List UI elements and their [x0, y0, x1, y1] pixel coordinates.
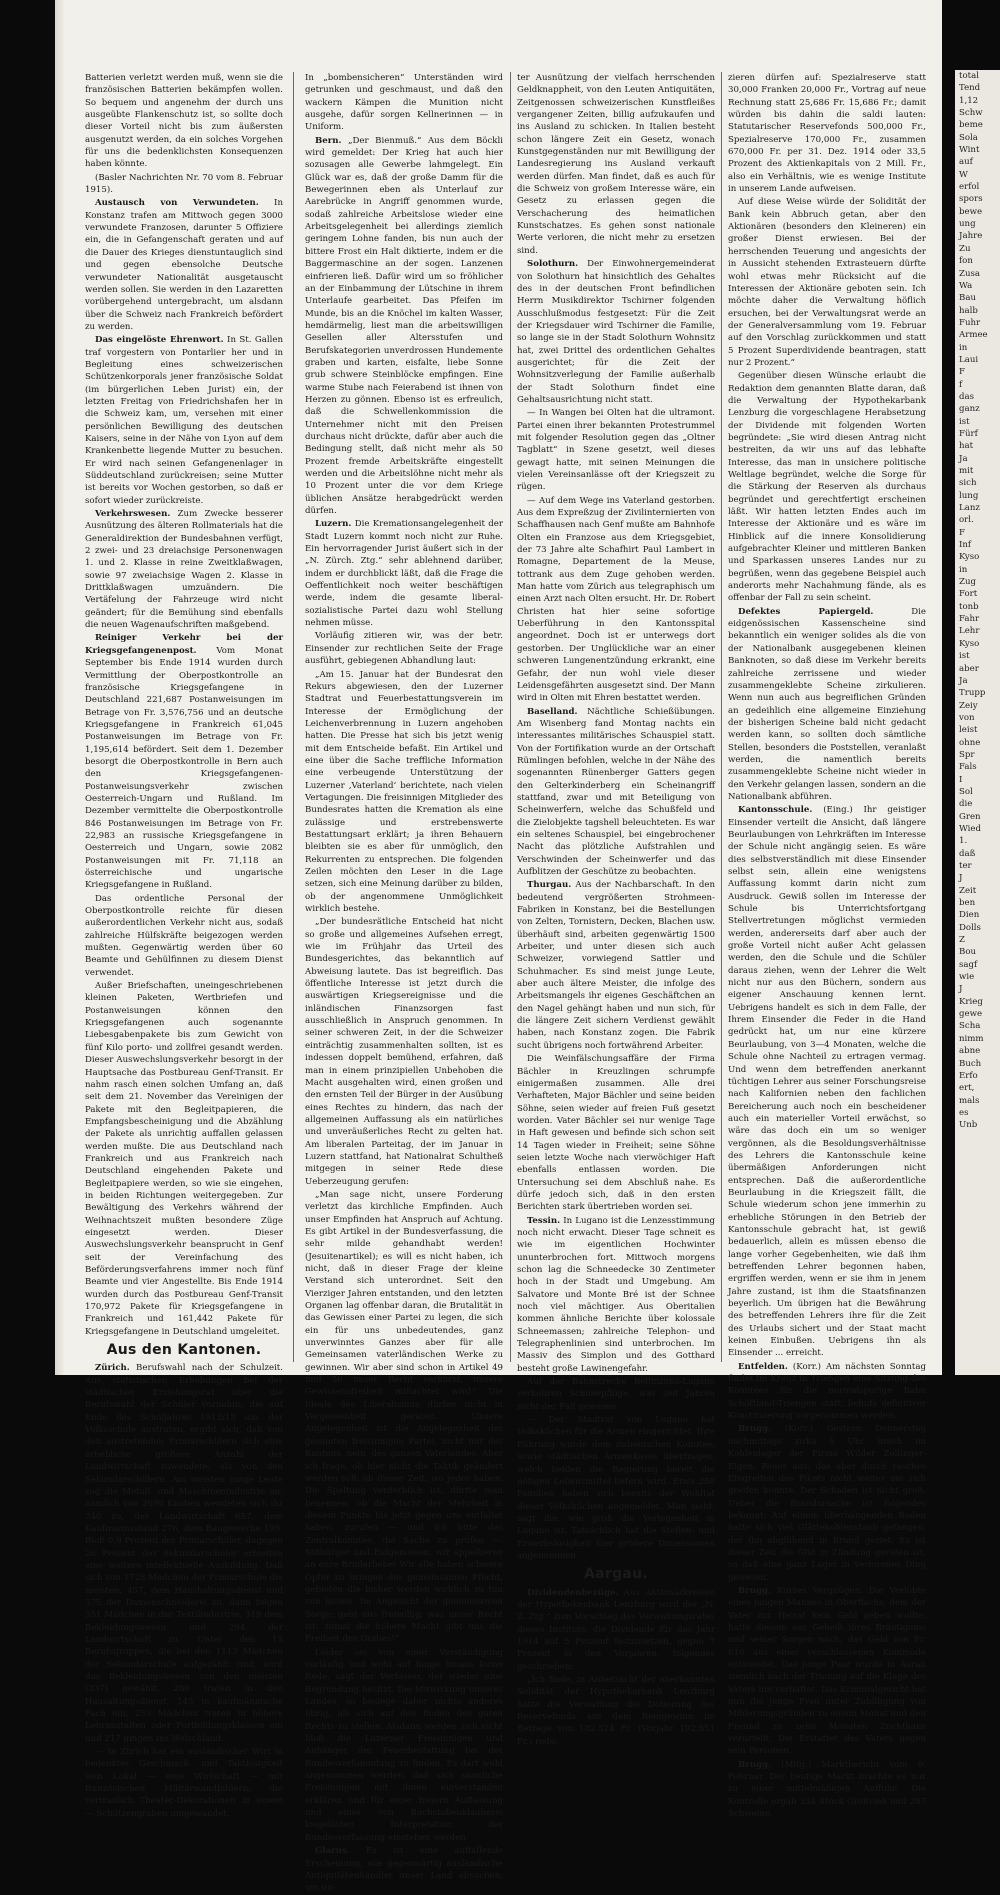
article-paragraph — [85, 197, 283, 333]
adjacent-page-line: bewe — [959, 206, 983, 217]
adjacent-page-line: Z — [959, 935, 965, 946]
adjacent-page-line: ter — [959, 861, 972, 871]
article-paragraph — [517, 1376, 715, 1413]
adjacent-page-line: hat — [959, 441, 974, 452]
article-paragraph — [517, 1414, 715, 1562]
adjacent-page-line: Wied — [959, 823, 982, 834]
article-keyword: Reiniger Verkehr bei der Kriegsgefangenenpost. — [85, 633, 283, 656]
article-paragraph — [728, 1423, 926, 1583]
article-paragraph — [728, 196, 926, 369]
article-text: Batterien verletzt werden muß, wenn sie die französischen Batterien bekämpfen wollen. So bequem und angenehm der durch uns ausgeübte Flankenschutz ist, so sollte doch dieser Vorteil nicht bis zum äußersten ausgenutzt werden, da ein solches Vorgehen für uns die bedenklichsten Konsequenzen haben könnte. — [85, 73, 283, 170]
article-keyword: Luzern. — [315, 519, 352, 530]
adjacent-page-line: in — [959, 342, 968, 353]
adjacent-page-line: Wa — [959, 280, 973, 291]
article-text: Die eidgenössischen Kassenscheine sind bekanntlich ein weniger solides als die von der Nationalbank ausgegebenen kleinen Banknoten, so daß diese im Verkehr bereits zahlreiche zerrissene und wieder zusammengeklebte Scheine zirkulieren. Wenn nun auch aus begreiflichen Gründen an gedeihlich eine allgemeine Einziehung der bisherigen Scheine bald nicht gedacht werden kann, so sollten doch sämtliche Stellen, besonders die Poststellen, veranlaßt werden, die namentlich bereits zusammengeklebte Scheine nicht wieder in den Verkehr gelangen lassen, sondern an die Nationalbank abführen. — [728, 606, 926, 802]
adjacent-page-line: Fürf — [959, 428, 978, 439]
article-paragraph — [85, 1746, 283, 1820]
article-text: ter Ausnützung der vielfach herrschenden Geldknappheit, von den Leuten Antiquitäten, Zeitgenossen schweizerischen Kunstfleißes vergangener Zeiten, billig aufzukaufen und ins Ausland zu schicken. In Italien besteht schon längere Zeit ein Gesetz, wonach Kunstgegenständen nur mit Bewilligung der Landesregierung ins Ausland verkauft werden dürfen. Man findet, daß es auch für die Schweiz von großem Interesse wäre, ein Gesetz zu erlassen gegen die Verschacherung des heimatlichen Kunstschatzes. Es gehen sonst nationale Werte verloren, die nicht mehr zu ersetzen sind. — [517, 73, 715, 256]
article-keyword: Brugg. — [738, 1759, 772, 1770]
article-keyword: Solothurn. — [527, 259, 579, 270]
article-text: In „bombensicheren“ Unterständen wird getrunken und geschmaust, und daß den wackern Kämpen die Munition nicht ausgehe, dafür sorgen Kellnerinnen — in Uniform. — [305, 73, 503, 133]
section-heading: Aus den Kantonen. — [106, 1342, 262, 1359]
adjacent-page-line: Lanz — [959, 503, 980, 514]
article-text: Kurzes Vergnügen. Die Verlobte eines jungen Mannes in Oberflachs, dem der Vater zur Heirat kein Geld geben wollte, hatte diesem aus Geheiß ihres Bräutigams und seiner Sorgen nach, das Geld von Fr. 610 aus einer verschlossenen Kommode entwendet. Das junge Paar wurde in Aarau ziemlich nach der Trauung auf die Klage des Vaters hin verhaftet. Das Kriminalgericht hat nun die junge Frau unter Zubilligung von Milderungsgründen zu einem Monat und den Freund zu zehn Monaten Zuchthaus verurteilt. Die Erstattet des Vaters gegen sein Personen. — [728, 1585, 926, 1757]
article-paragraph — [517, 258, 715, 406]
adjacent-page-line: Dien — [959, 910, 980, 921]
adjacent-page-line: F — [959, 527, 965, 538]
adjacent-page-line: F — [959, 367, 965, 378]
adjacent-page-line: ert, — [959, 1083, 975, 1094]
column-2 — [305, 72, 503, 1894]
adjacent-page-line: Scha — [959, 1021, 981, 1032]
article-text: Leider sei von einer Verständigung vorläufig und wohl auf lange hinaus keine Rede, sagt der Verfasser, der wieder eine Begründung besitzt. Die Mitwirkung unseres Landes, so besiege daher nichts anderes übrig, als sich auf den Boden des guten Rechts zu stellen. Alsdann werden sich nicht bloß die Luzerner Freisinnigen und Anhänger der Feuerbestattung bei der Bundesverfammlung zu finden. Es darf wohl angenommen werden, daß sich sämtliche Freisinnigen mit ihnen einverstanden erklären und für einer freiern Auffassung und einer von Buchstabenklauberei losgelösten Interpretation der Bundesverfassung einstehen werden. — [305, 1647, 503, 1843]
article-text: — Auf dem Wege ins Vaterland gestorben. Aus dem Expreßzug der Zivilinternierten von Schaffhausen nach Genf mußte am Bahnhofe Olten ein Franzose aus dem Kriegsgebiet, der 73 Jahre alte Schafhirt Paul Lambert in Romagne, Departement de la Meuse, tottrank aus dem Zuge gehoben werden. Man hatte vom Zürich aus telegraphisch um einen Arzt nach Olten ersucht. Hr. Dr. Robert Christen hat hier seine sofortige Ueberführung in den Kantonsspital angeordnet. Doch ist er unterwegs dort gestorben. Der Unglückliche war an einer schweren Lungenentzündung erkrankt, eine Gefahr, der nun wohl viele dieser Leidensgefährten ausgesetzt sind. Der Mann wird in Olten mit Ehren bestattet werden. — [517, 495, 715, 704]
adjacent-page-line: Lehr — [959, 626, 980, 637]
article-paragraph — [85, 72, 283, 171]
article-paragraph — [305, 1189, 503, 1646]
adjacent-page-line: Fals — [959, 762, 977, 773]
adjacent-page-line: 1. — [959, 836, 968, 847]
adjacent-page-line: tonb — [959, 601, 979, 612]
article-text: „Der Bienmuß.“ Aus dem Böckli wird gemeldet: Der Krieg hat auch hier sozusagen alle Gewerbe lahmgelegt. Ein Glück war es, daß der große Damm für die Bewegerinnen eben als Unterlauf zur Aarebrücke in Angriff genommen wurde, sodaß zahlreiche Arbeitslose wieder eine Arbeitsgelegenheit bei allerdings ziemlich geringem Lohne fanden, bis nun auch der bittere Frost ein Halt diktierte, indem er die Baggermaschine an der sogen. Lanzenen einfrieren ließ. Dafür wird um so fröhlicher an der Einbammung der Lütschine in ihrem Unterlaufe gearbeitet. Das Pfeifen im Munde, bis an die Knöchel im kalten Wasser, hemdärmelig, liest man die arbeitswilligen Gesellen aller Altersstufen und Berufskategorien unverdrossen Hundemente graben und karten, eisfalte, liebe Sonne grub schwere Steinblöcke empfingen. Eine warme Stube nach Feierabend ist ihnen von Herzen zu gönnen. Ebenso ist es erfreulich, daß die Schwellenkommission die Unternehmer nicht mit den Preisen durchaus nicht drückte, dafür aber auch die Bedingung stellt, daß nicht mehr als 50 Prozent fremde Arbeitskräfte eingestellt werden und die Arbeitslöhne nicht mehr als 10 Prozent unter die vor dem Kriege üblichen Ansätze herabgedrückt werden dürfen. — [305, 135, 503, 517]
article-text: zieren dürfen auf: Spezialreserve statt 30,000 Franken 20,000 Fr., Vortrag auf neue Rechnung statt 25,686 Fr. 15,686 Fr.; damit würden bis dahin die saldi lauten: Statutarischer Reservefonds 500,000 Fr., Spezialreserve 170,000 Fr., zusammen 670,000 Fr. per 31. Dez. 1914 oder 33,5 Prozent des Aktienkapitals von 2 Mill. Fr., also ein Verhältnis, wie es wenige Institute in unserem Lande aufweisen. — [728, 73, 926, 195]
adjacent-page-line: beme — [959, 120, 983, 131]
adjacent-page-line: 1,12 — [959, 95, 979, 106]
article-text: — In Zürich hat ein ausländischer Wirt in bedenkter Geschmack- und Taktlosigkeit sein Lokal — eine Wirtschaft — mit französischen Militärwandbildern, die vertraulich Theater-Dekorationen in einem — Schützengraben umgewandet. — [85, 1747, 283, 1819]
article-keyword: Austausch von Verwundeten. — [95, 198, 259, 209]
adjacent-page-line: ganz — [959, 404, 980, 415]
article-text: Das ordentliche Personal der Oberpostkontrolle reichte für diesen außerordentlichen Verkehr nicht aus, sodaß zahlreiche Hülfskräfte beigezogen werden mußten. Gegenwärtig werden über 60 Beamte und Gehülfinnen zu diesem Dienst verwendet. — [85, 893, 283, 978]
adjacent-page-line: mals — [959, 1095, 980, 1106]
article-text: „Der bundesrätliche Entscheid hat nicht so große und allgemeines Aufsehen erregt, wie im Frühjahr das Urteil des Bundesgerichtes, das bekanntlich auf Abweisung lautete. Das ist begreiflich. Das öffentliche Interesse ist jetzt durch die auswärtigen Kriegsereignisse und die inländischen Finanzsorgen fast ausschließlich in Anspruch genommen. In seiner schweren Zeit, in der die Schweizer einträchtig zusammenhalten sollten, ist es indessen doppelt bemühend, erfahren, daß man in einem prinzipiellen Unbehoben die Macht ausgehalten wird, einen großen und den ernsten Teil der Bürger in der Ausübung eines Rechtes zu hindern, das nach der allgemeinen Auffassung als ein natürliches und unveräußerliches Recht zu gelten hat. Am liberalen Parteitag, der im Januar in Luzern stattfand, hat Nationalrat Schultheß mitgegen in seiner Rede diese Ueberzeugung gerufen: — [305, 917, 503, 1187]
adjacent-page-line: ist — [959, 651, 970, 662]
adjacent-page-line: Fahr — [959, 614, 980, 625]
adjacent-page-line: I — [959, 774, 963, 785]
adjacent-page-line: Ja — [959, 453, 968, 464]
article-paragraph — [305, 1647, 503, 1845]
adjacent-page-line: J — [959, 984, 963, 995]
article-text: Vorläufig zitieren wir, was der betr. Einsender zur rechtlichen Seite der Frage ausführt, gebiegenen Abhandlung laut: — [305, 631, 503, 667]
adjacent-page-line: fon — [959, 256, 973, 267]
article-text: Zum Zwecke besserer Ausnützung des älteren Rollmaterials hat die Generaldirektion der Bundesbahnen verfügt, 2 zwei- und 23 dreiachsige Personenwagen 1. und 2. Klasse in reine Zweitklaßwagen, sowie 97 zweiachsige Wagen 2. Klasse in Drittklaßwagen umzuändern. Die Vertäfelung der Fahrzeuge wird nicht geändert; für die Bemühung sind ebenfalls die neuen Wagenaufschriften maßgebend. — [85, 509, 283, 631]
article-text: — Der Stadtrat von Lugano hat Volksküchen für die Armen eingerichtet. Ihre Führung wurde dem italienischen Komitee, sowie städtischen Armenkasse übertragen, welch beiden die Regierung bereit die nötigen Lebensmittel liefern wird. Etwa 250 Familien haben sich bereits der Wohltat dieser Volksküchen angemeldet. Man sieht, sagt die, wie groß die Verlegenheit in Lugano ist. Tatsächlich hat die Stellen- und Erwerbslosigkeit hier größere Dimensionen angenommen. — [517, 1415, 715, 1561]
adjacent-page-line: orl. — [959, 515, 974, 526]
article-paragraph — [517, 879, 715, 1052]
adjacent-page-line: sagf — [959, 959, 978, 970]
article-text: (Eing.) Ihr geistiger Einsender verteilt die Ansicht, daß längere Beurlaubungen von Lehrkräften im Interesse der Schule nicht angängig seien. Es wäre dies selbstverständlich mit diese Einsender selbst sein, allein eine wenigstens Auffassung kommt darin nicht zum Ausdruck. Gewiß sollen im Interesse der Schule bis Unterrichtsfortgang Stellvertretungen möglichst vermieden werden, andererseits darf aber auch der große Vorteil nicht außer Acht gelassen werden, den die Schule und die Schüler daraus ziehen, wenn der Lehrer die Welt nicht nur aus den Büchern, sondern aus eigener Anschauung kennen lernt. Uebrigens handelt es sich in dem Falle, der Ihrem Einsender die Feder in die Hand gedrückt hat, um nur eine kürzere Beurlaubung, von 3—4 Monaten, welche die Schule ohne Nachteil zu ertragen vermag. Und wenn dem betreffenden anerkannt tüchtigen Lehrer aus seiner Forschungsreise nach Kalifornien neben den fachlichen Bereicherung auch noch ein bescheidener auch ein materieller Vorteil erwächst, so wäre das doch ein um so weniger vergönnen, als die Besoldungsverhältnisse des Lehrers die Kantonsschule keine übermäßigen Anforderungen nicht entsprechen. Daß die außerordentliche Beurlaubung in die Kriegszeit fällt, die Schule wiederum schon jene immerhin zu erhebliche Störungen in den Betrieb der Kantonsschule gebracht hat, ist gewiß bedauerlich, allein es müssen ebenso die lange vorher Gegebenheiten, wie daß ihm betreffenden Lehrer begonnen haben, ergriffen werden, wenn er sie ihm in jenem Jahre zustand, ist ihm die Staatsfinanzen beyerlich. Um übrigen hat die Bewährung des betreffenden Lehrers ihre für die Zeit des Urlaubs sichert und der Staat macht keinen Einbußen. Uebrigens ihn als Einsender ... erreicht. — [728, 805, 926, 1359]
article-keyword: Tessin. — [527, 1215, 561, 1226]
article-paragraph — [728, 370, 926, 605]
newspaper-page — [55, 0, 942, 1894]
article-text: (Basler Nachrichten Nr. 70 vom 8. Februar 1915). — [85, 172, 283, 196]
article-text: Außer Briefschaften, uneingeschriebenen kleinen Paketen, Wertbriefen und Postanweisungen können den Kriegsgefangenen auch sogenannte Liebesgabenpakete bis zum Gewicht von fünf Kilo porto- und zollfrei gesandt werden. Dieser Auswechslungsverkehr besorgt in der Hauptsache das Postbureau Genf-Transit. Er nahm rasch einen solchen Umfang an, daß seit dem 21. November das Vereinigen der Pakete mit den Begleitpapieren, die Empfangsbescheinigung und die Abzählung der Pakete als unrichtig auffallen gelassen werden mußte. Die aus Deutschland nach Frankreich und aus Frankreich nach Deutschland eingehenden Pakete und Begleitpapiere werden, so wie sie eingehen, in beiden Richtungen weitergegeben. Zur Bewältigung des Verkehrs während der Weihnachtszeit mußten besondere Züge eingesetzt werden. Dieser Auswechslungsverkehr beansprucht in Genf seit der Vereinfachung des Beförderungsverfahrens immer noch fünf Beamte und vier Angestellte. Bis Ende 1914 wurden durch das Postbureau Genf-Transit 170,972 Pakete für Kriegsgefangene in Frankreich und 161,442 Pakete für Kriegsgefangene in Deutschland umgeleitet. — [85, 981, 283, 1337]
adjacent-page-line: Laui — [959, 354, 979, 365]
adjacent-page-line: Sola — [959, 132, 978, 143]
article-text: Aus der Nachbarschaft. In den bedeutend vergrößerten Strohmeen-Fabriken in Konstanz, bei die Bestellungen von Zelten, Tornistern, Decken, Blachen usw. überhäuft sind, arbeiten gegenwärtig 1500 Arbeiter, und unter diesen sich auch Schweizer, vorwiegend Sattler und Schuhmacher. Es sind meist junge Leute, aber auch ältere Meister, die infolge des Arbeitsmangels ihr eigenes Geschäftchen an den Nagel gehängt haben und nun sich, für die längere Zeit sichern Verdienst gewählt haben, nach Konstanz zogen. Die Fabrik sucht übrigens noch fortwährend Arbeiter. — [517, 880, 715, 1051]
adjacent-page-line: Bau — [959, 293, 976, 304]
adjacent-page-line: Erfo — [959, 1070, 978, 1081]
article-keyword: Glarus. — [315, 1846, 350, 1857]
column-1 — [85, 72, 283, 1819]
adjacent-page-line: Fuhr — [959, 317, 981, 328]
article-keyword: Baselland. — [527, 706, 578, 717]
adjacent-page-line: Zeit — [959, 885, 977, 896]
adjacent-page-line: Armee — [959, 330, 988, 341]
article-paragraph — [85, 980, 283, 1338]
article-text: „Am 15. Januar hat der Bundesrat den Rekurs abgewiesen, den der Luzerner Stadtrat und Feuerbestattungsverein im Interesse der Ermöglichung der Leichenverbrennung in Luzern angehoben hatten. Die Presse hat sich bis jetzt wenig mit dem Entscheide befaßt. Ein Artikel und eine über die Sache treffliche Information eine verbeugende Unterstützung der Luzerner ‚Vaterland‘ berichtete, nach vielen Vertagungen. Die freisinnigen Mitglieder des Bundesrates hatten die Kremation als eine zulässige und erstrebenswerte Bestattungsart erklärt; ja ihren Behauern bleibten sie es aber für unmöglich, den Rekurrenten zu entsprechen. Die folgenden Zeilen möchten den Leser in die Lage setzen, sich eine Meinung darüber zu bilden, ob der angenommene Unmöglichkeit wirklich bestehe. — [305, 669, 503, 915]
adjacent-page-line: Inf — [959, 540, 972, 551]
adjacent-page-line: ben — [959, 898, 976, 909]
article-text: Vom Monat September bis Ende 1914 wurden durch Vermittlung der Oberpostkontrolle an französische Kriegsgefangene in Deutschland 221,687 Postanweisungen im Betrage von Fr. 3,576,756 und an deutsche Kriegsgefangene in Frankreich 61,045 Postanweisungen im Betrage von Fr. 1,195,614 befördert. Seit dem 1. Dezember besorgt die Oberpostkontrolle in Bern auch den Kriegsgefangenen-Postanweisungsverkehr zwischen Oesterreich-Ungarn und Rußland. Im Dezember vermittelte die Oberpostkontrolle 846 Postanweisungen im Betrage von Fr. 22,983 an russische Kriegsgefangene in Oesterreich und Ungarn, sowie 2082 Postanweisungen mit Fr. 71,118 an österreichische und ungarische Kriegsgefangene in Rußland. — [85, 645, 283, 891]
adjacent-page-line: mit — [959, 466, 974, 476]
adjacent-page-line: Kyso — [959, 638, 980, 649]
adjacent-page-line: aber — [959, 663, 979, 674]
article-paragraph — [728, 606, 926, 804]
article-paragraph — [728, 1759, 926, 1821]
column-3 — [517, 72, 715, 1747]
article-paragraph — [517, 1215, 715, 1375]
article-text: Die Weinfälschungsaffäre der Firma Bächler in Kreuzlingen schrumpfe einigermaßen zusammen. Alle drei Verhafteten, Major Bächler und seine beiden Söhne, seien wieder auf freien Fuß gesetzt worden. Vater Bächler sei nur wenige Tage in Haft gewesen und befinde sich schon seit 14 Tagen wieder in Freiheit; seine Söhne seien letzte Woche nach vierwöchiger Haft ebenfalls entlassen worden. Die Untersuchung sei dem Abschluß nahe. Es dürfe jedoch sich, daß in den ersten Berichten stark übertrieben worden sei. — [517, 1054, 715, 1213]
article-keyword: Brugg. — [738, 1585, 772, 1596]
article-paragraph — [305, 135, 503, 518]
article-text: Aus Aktionärkreisen der Hypothekenbank Lenzburg wird der „N. Z. Ztg.“ zum Vorschlag des Verwaltungsrates dieses Instituts, die Dividende für das Jahr 1914 auf 5 Prozent festzusetzen, gegen 7 Prozent in den Vorjahren, folgendes geschrieben: — [517, 1587, 715, 1672]
article-text: „Man sage nicht, unsere Forderung verletzt das kirchliche Empfinden. Auch unser Empfinden hat Anspruch auf Achtung. Es gibt Artikel in der Bundesverfassung, die sehr milde gehandhabt werden! (Jesuitenartikel); es will es nicht haben, ich nicht, daß in dieser Frage der kleine Verstand sich unterordnet. Seit den Vierziger Jahren entstanden, und den letzten Organen lag offenbar daran, die Brutalität in das Gewissen einer Partei zu legen, die sich ein für uns unbedeutendes, ganz unverwinntes Ganzes aber für alle Gemeinsamen vaterländischen Werke zu gewinnen. Wir aber sind schon in Artikel 49 und 50 unser Recht verkürzt, unsere Gewissensfreiheit mißachtet wird? Die Ideale des Liberalismus dürfen nicht in Vergessenheit geraten. Unsere Angelegenheit ist die Angelegenheit der gesamten freisinnigen Partei, nicht nur des Kantons, nein, des ganzen Vaterlandes. Aber ich frage, ob hier nicht die Taktik geändert werden soll; ob dieser Zeit, wo jeder haben. Die Spaltung verderblich ist, dürfte man benennen, ob die Macht der Mehrheit in diesem Punkte bis jetzt gegen uns entfaltet haben, zurufen — und ich bitte das Zentralkomitee, die Sache zu prüfen —: Mitbürger und Eidgenossen, wir appellieren an eure Bruderliebe! Wir alle haben schwere Opfer zu bringen der gemeinsamen Pflicht, gebieten die bisher werden wirklich zu tun von lassen. Im Angesicht der gemeinsamen Sorge: gebt uns freiwillig, was unser Recht ist: zumal die höhere Macht gibt uns die Freiheit des Grabes!“ — [305, 1189, 503, 1645]
page-gutter — [942, 0, 955, 1375]
article-text: (Mitg.) Marktbericht vom 9. Februar. Der heutige Markt brachte es nur zu einer mittelmäßigen Auffuhr. Die Kontrolle ergab 334 Stück Großvieh und 287 Schweine, — [728, 1759, 926, 1820]
article-text: In Konstanz trafen am Mittwoch gegen 3000 verwundete Franzosen, darunter 5 Offiziere ein, die in Gefangenschaft geraten und auf die Dauer des Krieges dienstuntauglich sind und gegen ebensolche Deutsche verwundeter Nationalität ausgetauscht werden sollen. Sie werden in den Lazaretten vorübergehend untergebracht, um alsdann über die Schweiz nach Frankreich befördert zu werden. — [85, 198, 283, 332]
article-keyword: Verkehrswesen. — [95, 509, 171, 520]
adjacent-page-line: die — [959, 799, 973, 810]
article-paragraph — [517, 495, 715, 705]
adjacent-page-line: Ja — [959, 675, 968, 686]
article-text: In Lugano ist die Lenzesstimmung noch nicht erwacht. Dieser Tage schneit es wie im eigentlichen Hochwinter ununterbrochen fort. Mittwoch morgens schon lag die Schneedecke 30 Zentimeter hoch in der Stadt und Umgebung. Am Salvatore und Monte Bré ist der Schnee noch viel mächtiger. Aus Oberitalien kommen ähnliche Berichte über kolossale Schneemassen; zahlreiche Telephon- und Telegraphenlinien sind unterbrochen. Im Massiv des Simplon und des Gotthard besteht große Lawinengefahr. — [517, 1215, 715, 1374]
section-heading: Aargau. — [583, 1566, 649, 1583]
article-paragraph — [305, 1845, 503, 1894]
adjacent-page-line: Spr — [959, 749, 975, 760]
article-paragraph — [85, 632, 283, 891]
article-keyword: Brugg. — [738, 1424, 772, 1435]
article-keyword: Kantonsschule. — [738, 805, 813, 816]
adjacent-page-line: auf — [959, 157, 973, 168]
adjacent-page-line: von — [959, 712, 975, 723]
adjacent-page-line: daß — [959, 848, 976, 859]
adjacent-page-line: Gren — [959, 811, 981, 822]
adjacent-page-line: ung — [959, 219, 976, 230]
adjacent-page-line: Zeiy — [959, 700, 978, 711]
adjacent-page-line: sich — [959, 478, 977, 489]
column-4 — [728, 72, 926, 1820]
adjacent-page-line: Zusa — [959, 268, 981, 279]
article-text: Gegenüber diesen Wünsche erlaubt die Redaktion dem genannten Blatte daran, daß die Verwaltung der Hypothekarbank Lenzburg die vorgeschlagene Herabsetzung der Dividende mit folgenden Worten begründete: „Sie wird diesen Antrag nicht bestreiten, da wir uns auf das lebhafte Interesse, das man in unsichere politische Weltlage begründet, welche die Sorge für die Stärkung der Reserven als durchaus begründet und gerechtfertigt erscheinen läßt. Wir hatten letzten Endes auch im Interesse der Aktionäre und es wäre im Hinblick auf die innere Konsolidierung aufgebrachter Kleiner und mittleren Banken und Sparkassen unseres Landes nur zu begrüßen, wenn das gegebene Beispiel auch anderorts mehr Nachahmung fände, als es offenbar der Fall zu sein scheint. — [728, 371, 926, 604]
adjacent-page-line: Schw — [959, 108, 983, 119]
adjacent-page-strip — [955, 70, 1000, 1375]
adjacent-page-line: Buch — [959, 1058, 982, 1069]
adjacent-page-line: spors — [959, 194, 983, 205]
article-paragraph — [85, 893, 283, 979]
article-paragraph — [517, 706, 715, 879]
adjacent-page-line: in — [959, 564, 968, 575]
article-paragraph — [517, 1674, 715, 1748]
adjacent-page-line: Bou — [959, 947, 977, 958]
article-keyword: Thurgau. — [527, 880, 572, 891]
column-rule — [510, 72, 511, 1362]
adjacent-page-line: erfol — [959, 182, 980, 193]
article-paragraph — [305, 916, 503, 1188]
article-paragraph — [305, 72, 503, 134]
adjacent-page-line: leist — [959, 725, 978, 736]
article-keyword: Bern. — [315, 135, 342, 146]
article-keyword: Dividendenbezüge. — [527, 1587, 619, 1598]
adjacent-page-line: ohne — [959, 737, 981, 748]
article-keyword: Entfelden. — [738, 1361, 788, 1372]
adjacent-page-line: Sol — [959, 786, 973, 797]
adjacent-page-line: Trupp — [959, 688, 986, 699]
article-keyword: Das eingelöste Ehrenwort. — [95, 335, 224, 346]
adjacent-page-line: es — [959, 1107, 969, 1118]
article-text: „Ich finde, in Anbetracht der anerkannten Solidität der Hypothekarbank Lenzburg hätte die Verwaltung die Dotierung des Reservefonds aus dem Reingewinn im Betrage von 182,524 Fr. (Vorjahr 192,851 Fr.) redu- — [517, 1675, 715, 1747]
adjacent-page-line: Wint — [959, 145, 980, 156]
article-keyword: Defektes Papiergeld. — [738, 606, 874, 617]
article-paragraph — [728, 1361, 926, 1423]
article-text: In St. Gallen traf vorgestern von Pontarlier her und in Begleitung eines schweizerischen Schützenkorporals jener französische Soldat (im bürgerlichen Leben Jurist) ein, der letzten Freitag von Friedrichshafen her in die Schweiz kam, um, versehen mit einer persönlichen Bewilligung des deutschen Kaisers, seine in der Nähe von Lyon auf dem Krankenbette liegende Mutter zu besuchen. Er wird nach seinen Gefangenenlager in Süddeutschland zurückreisen; seine Mutter ist bereits vor Wochen gestorben, so daß er sofort wieder zurückreiste. — [85, 335, 283, 506]
article-paragraph — [305, 518, 503, 629]
adjacent-page-line: Kyso — [959, 552, 980, 563]
article-paragraph — [728, 1585, 926, 1758]
article-text: Nächtliche Schießübungen. Am Wisenberg fand Montag nachts ein interessantes militärisches Schauspiel statt. Von der Fortifikation wurde an der Ortschaft Rümlingen befohlen, welche in der Nähe des sogenannten Rünenberger Gatters gegen den Gelterkinderberg ein Scheinangriff stattfand, zwar und mit Beteiligung von Scheinwerfern, welche das Schußfeld und die Zielobjekte tagshell beleuchteten. Es war ein seltenes Schauspiel, bei eingebrochener Nacht das plötzliche Aufstrahlen und Verschwinden der Scheinwerfer und das Aufblitzen der Geschütze zu beobachten. — [517, 706, 715, 877]
article-paragraph — [85, 1362, 283, 1745]
adjacent-page-line: W — [959, 169, 968, 180]
adjacent-page-line: Zug — [959, 577, 977, 588]
article-text: — In Wangen bei Olten hat die ultramont. Partei einen ihrer bekannten Protestrummel mit folgender Resolution gegen das „Oltner Tagblatt“ in Szene gesetzt, weil dieses gewagt hatte, mit seinen Meinungen die vielen Vereinsanlässe oft der Kriegszeit zu rügen. — [517, 408, 715, 493]
adjacent-page-line: Tend — [959, 83, 981, 94]
adjacent-page-line: total — [959, 71, 979, 81]
article-text: Berufswahl nach der Schulzeit. Aus statistischen Erhebungen bei der städtischen Erziehungsrat über die Berufswahl der Schüler vornahm, die auf Ende des Schuljahres 1912/13 aus der Volksschule austraten, ergibt sich, daß von den austretenden Primarschülern sich eine erhebliche größere Anzahl der Landwirtschaft zuwendete, als von den Sekundarschülern. Am meisten junge Leute zog die Metall- und Maschinenindustrie an, nämlich von 2698 Knaben wendeten sich ihr 740 zu, der Landwirtschaft 657, dem Kaufmannsstand 276, dem Baugewerbe 195. Bloß 0,9 Prozent der Primarschüler, dagegen 26 Prozent der Sekundarschüler erhielten eine weitere intellektuelle Ausbildung. Daß sich von 1728 Mädchen der Primarschule die meisten, 457, dem Haushaltungsdienst und 375 der Damenschneiderei zu, dann folgen 351 Mädchen in der Textilindustrie, 319 dem Bekleidungswesen und 294 der Landwirtschaft zu. Unter den 13 Berufsgruppen, die bei den 1113 Mädchen der Sekundarschule aufgezählt sind, wird das Bekleidungswesen von den meisten (337) gewählt, 280 traten in den Hausaltungsdienst, 145 in kaufmännische Fach ein; 253 Mädchen traten in höhere Lehranstalten oder Fortbildungsklassen ein und 217 gingen ins Welschland. — [85, 1363, 283, 1744]
adjacent-page-line: Fort — [959, 589, 978, 600]
adjacent-page-line: Krieg — [959, 996, 983, 1007]
article-paragraph — [517, 1587, 715, 1673]
article-paragraph — [728, 804, 926, 1359]
column-rule — [293, 72, 294, 1362]
adjacent-page-line: Zu — [959, 243, 971, 254]
adjacent-page-line: nimm — [959, 1033, 984, 1044]
article-keyword: Zürich. — [95, 1363, 130, 1374]
adjacent-page-line: J — [959, 873, 963, 884]
adjacent-page-line: das — [959, 391, 975, 402]
article-paragraph — [517, 407, 715, 493]
article-text: Der Einwohnergemeinderat von Solothurn hat hinsichtlich des Gehaltes des in der deutschen Front befindlichen Herrn Musikdirektor Tschirner folgenden Ausschlußmodus festgesetzt: Für die Zeit der Kriegsdauer wird Tschirner die Familie, so lange sie in der Stadt Solothurn Wohnsitz hat, zwei Drittel des ordentlichen Gehaltes ausgerichtet; für die Zeit der Wohnsitzverlegung der Familie außerhalb der Stadt Solothurn findet eine Gehaltsausrichtung nicht statt. — [517, 259, 715, 405]
adjacent-page-line: Dolls — [959, 922, 981, 933]
article-paragraph — [517, 1053, 715, 1213]
article-paragraph — [305, 630, 503, 667]
article-paragraph — [85, 508, 283, 631]
article-paragraph — [305, 669, 503, 916]
article-text: Es ist eine auffallende Erscheinung, wie gegenwärtig ausländische Antiquitätenhändler unser Land absuchen, um un- — [305, 1846, 503, 1894]
article-text: Auf diese Weise würde der Solidität der Bank kein Abbruch getan, aber den Aktionären (besonders den Kleineren) ein großer Dienst erwiesen. Bei der herrschenden Teuerung und angesichts der in Aussicht stehenden Extrasteuern dürfte wohl etwas mehr Rücksicht auf die Interessen der Aktionäre geboten sein. Ich möchte daher die Verwaltung höflich ersuchen, bei der Verwaltungsrat werde an der Generalversammlung vom 19. Februar auf den Vorschlag zurückkommen und statt 5 Prozent Superdividende beantragen, statt nur 2 Prozent.“ — [728, 197, 926, 368]
column-rule — [721, 72, 722, 1362]
adjacent-page-line: wie — [959, 972, 975, 983]
article-text: Auf der Bahnstrecke Bellinzona-Lugano verkehren Schneepflüge, was seit Jahren nicht der Fall gewesen. — [517, 1377, 715, 1412]
article-text: (Korr.) Gestern Donnerstag nachmittags zirka 5 Uhr brach im Kohlenlager der Firma Wilder Zollinger-Eigen, Feuer aus, das aber durch rasches Eingreifen des Pikets nicht weiter um sich greifen konnte. Der Schaden ist nicht groß. Ueber die Brandursache ist folgendes bekannt: Auf einem überhängenden Boden hatte sich viel Glättekohlenstaub gefangen, der ihn abglühend in Brand geriet. Es ist dieser Zeit die Glut in Zündung geraten ist, so daß eine ganz Lager in verlorenes Ding gewesen. — [728, 1424, 926, 1583]
adjacent-page-line: f — [959, 379, 963, 390]
article-text: Die Kremationsangelegenheit der Stadt Luzern kommt noch nicht zur Ruhe. Ein hervorragender Jurist äußert sich in der „N. Zürch. Ztg.“ sehr ablehnend darüber, indem er durchblickt läßt, daß die Frage die Oeffentlichkeit noch weiter beschäftigen werde, indem die gesamte liberal-sozialistische Partei dazu wohl Stellung nehmen müsse. — [305, 519, 503, 629]
adjacent-page-line: lung — [959, 490, 979, 501]
adjacent-page-line: Unb — [959, 1120, 978, 1131]
article-text: (Korr.) Am nächsten Sonntag findet im Kreuz in Triengen eine Sitzung des Komitees für die normalspurige Bahn Schöftland-Triengen statt, behufs definitiver Konstituierung vorgenommen werden. — [728, 1361, 926, 1422]
article-paragraph — [517, 72, 715, 257]
article-paragraph — [85, 334, 283, 507]
article-paragraph — [728, 72, 926, 195]
article-paragraph — [85, 172, 283, 197]
adjacent-page-line: halb — [959, 305, 978, 316]
adjacent-page-line: abne — [959, 1046, 981, 1057]
adjacent-page-line: ist — [959, 416, 970, 427]
adjacent-page-line: Jahre — [959, 231, 983, 242]
adjacent-page-line: gewe — [959, 1009, 983, 1020]
